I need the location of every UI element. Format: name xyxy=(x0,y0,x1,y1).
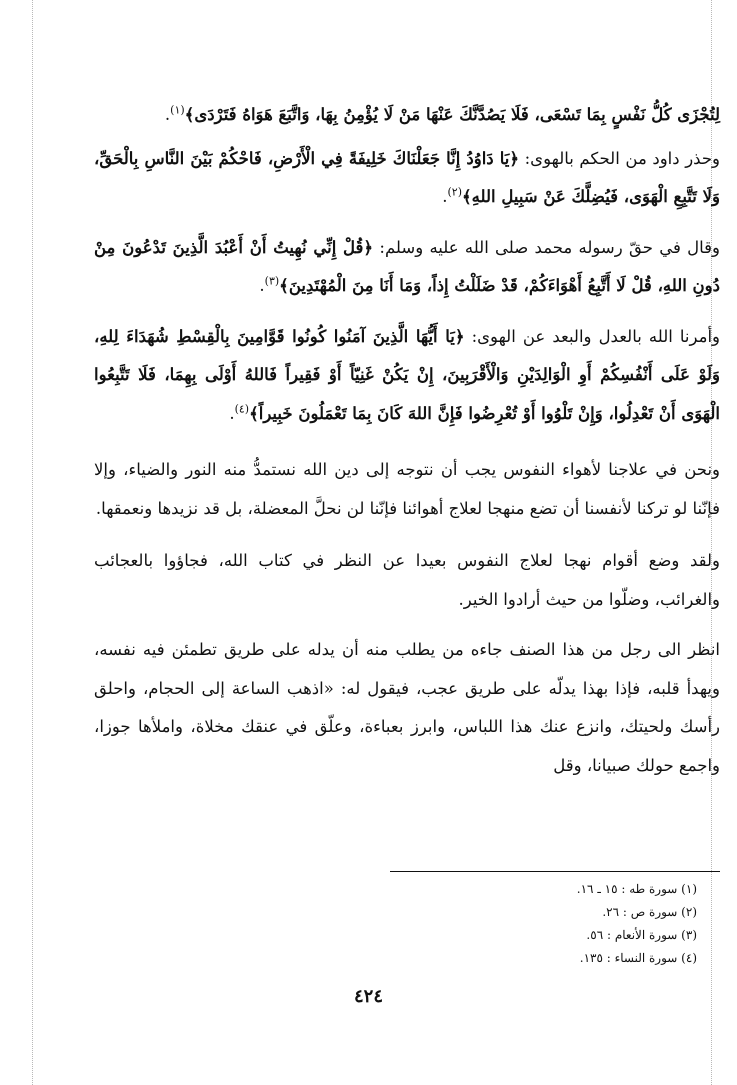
left-margin-guide xyxy=(32,0,33,1085)
footnote-ref: (٣) xyxy=(264,274,280,288)
paragraph-4 xyxy=(94,318,720,434)
quran-verse: ﴿يَا أَيُّهَا الَّذِينَ آمَنُوا كُونُوا قَوَّامِينَ بِالْقِسْطِ شُهَدَاءَ لِلهِ، وَلَوْ عَلَى أَنْفُسِكُمْ أَوِ الْوَالِدَيْنِ وَالْأَقْرَبِينَ، إِنْ يَكُنْ غَنِيّاً أَوْ فَقِيراً فَاللهُ أَوْلَى بِهِمَا، فَلَا تَتَّبِعُوا الْهَوَى أَنْ تَعْدِلُوا، وَإِنْ تَلْوُوا أَوْ تُعْرِضُوا فَإِنَّ اللهَ كَانَ بِمَا تَعْمَلُونَ خَبِيراً﴾ xyxy=(94,326,720,423)
quran-verse: ﴿قُلْ إِنِّي نُهِيتُ أَنْ أَعْبُدَ الَّذِينَ تَدْعُونَ مِنْ دُونِ اللهِ، قُلْ لَا أَتَّبِعُ أَهْوَاءَكُمْ، قَدْ ضَلَلْتُ إِذاً، وَمَا أَنَا مِنَ الْمُهْتَدِينَ﴾ xyxy=(94,237,720,295)
footnote-ref: (٤) xyxy=(234,402,250,415)
footnote-item: (٣) سورة الأنعام : ٥٦. xyxy=(586,928,697,942)
footnote-item: (٤) سورة النساء : ١٣٥. xyxy=(579,951,697,965)
paragraph-text: ونحن في علاجنا لأهواء النفوس يجب أن نتوجه إلى دين الله نستمدُّ منه النور والضياء، وإلا فإنّنا لو تركنا لأنفسنا أن تضع منهجا لعلاج أهوائنا فإنّنا لن نحلَّ المعضلة، بل قد نزيدها ونعمقها. xyxy=(94,460,720,518)
paragraph-7 xyxy=(94,631,720,785)
page-body xyxy=(94,96,720,785)
quran-verse: لِتُجْزَى كُلُّ نَفْسٍ بِمَا تَسْعَى، فَلَا يَصُدَّنَّكَ عَنْهَا مَنْ لَا يُؤْمِنُ بِهَا، وَاتَّبَعَ هَوَاهُ فَتَرْدَى﴾ xyxy=(184,105,720,124)
paragraph-lead: وقال في حقّ رسوله محمد صلى الله عليه وسلم: xyxy=(373,237,720,257)
paragraph-6 xyxy=(94,542,720,619)
page-number: ٤٢٤ xyxy=(353,986,383,1007)
paragraph-2 xyxy=(94,140,720,217)
paragraph-1 xyxy=(94,96,720,135)
sentence-end: . xyxy=(229,403,235,423)
footnote-divider xyxy=(390,871,720,872)
paragraph-text: انظر الى رجل من هذا الصنف جاءه من يطلب منه أن يدله على طريق تطمئن فيه نفسه، ويهدأ قلبه، فإذا بهذا يدلّه على طريق عجب، فيقول له: «اذهب الساعة إلى الحجام، واحلق رأسك ولحيتك، وانزع عنك هذا اللباس، وابرز بعباءة، وعلّق في عنقك مخلاة، واملأها جوزا، واجمع حولك صبيانا، وقل xyxy=(94,640,720,775)
footnote-item: (١) سورة طه : ١٥ ـ ١٦. xyxy=(576,882,697,896)
paragraph-3 xyxy=(94,229,720,306)
footnote-item: (٢) سورة ص : ٢٦. xyxy=(602,905,697,919)
paragraph-lead: وأمرنا الله بالعدل والبعد عن الهوى: xyxy=(464,326,720,346)
paragraph-5 xyxy=(94,451,720,528)
paragraph-text: ولقد وضع أقوام نهجا لعلاج النفوس بعيدا عن النظر في كتاب الله، فجاؤوا بالعجائب والغرائب، وضلّوا من حيث أرادوا الخير. xyxy=(94,551,720,609)
footnote-ref: (١) xyxy=(170,103,185,117)
paragraph-lead: وحذر داود من الحكم بالهوى: xyxy=(519,148,720,168)
quran-verse: ﴿يَا دَاوُدُ إِنَّا جَعَلْنَاكَ خَلِيفَةً فِي الْأَرْضِ، فَاحْكُمْ بَيْنَ النَّاسِ بِالْحَقِّ، وَلَا تَتَّبِعِ الْهَوَى، فَيُضِلَّكَ عَنْ سَبِيلِ اللهِ﴾ xyxy=(94,148,720,206)
sentence-end: . xyxy=(164,105,171,124)
footnote-ref: (٢) xyxy=(447,185,463,199)
sentence-end: . xyxy=(442,187,448,206)
sentence-end: . xyxy=(259,276,265,295)
footnotes-list xyxy=(407,878,697,970)
